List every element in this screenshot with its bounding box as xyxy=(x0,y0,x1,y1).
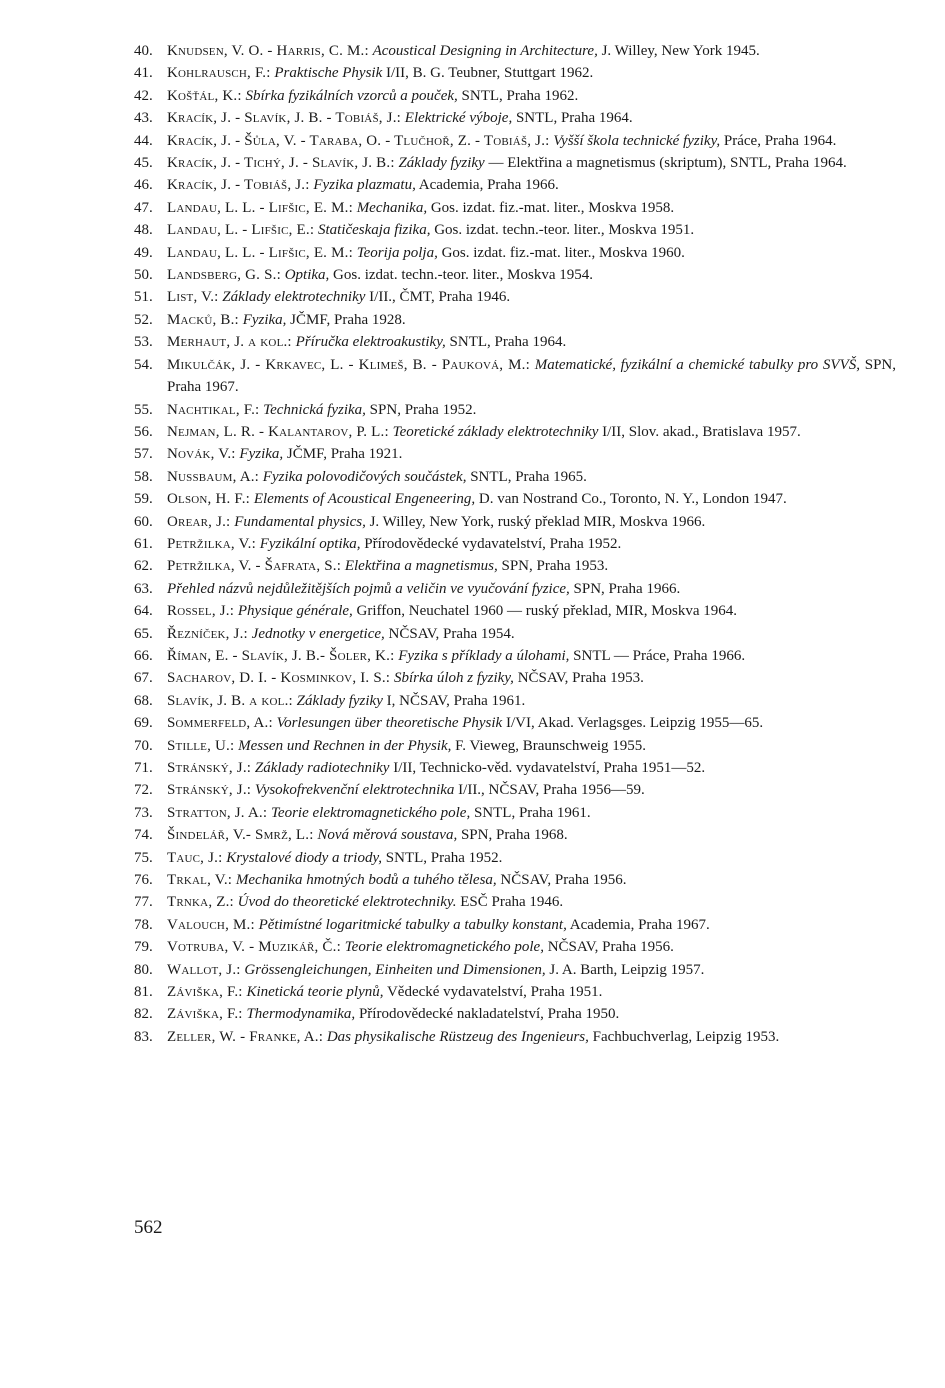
reference-item xyxy=(134,242,896,264)
reference-number: 53. xyxy=(134,334,153,351)
reference-number: 74. xyxy=(134,827,153,844)
reference-publisher: NČSAV, Praha 1954. xyxy=(388,625,515,642)
reference-authors: Rossel, J.: xyxy=(167,603,235,620)
reference-authors: Stratton, J. A.: xyxy=(167,804,268,821)
reference-authors: Trkal, V.: xyxy=(167,872,233,889)
reference-title: Teorie elektromagnetického pole, xyxy=(270,804,471,821)
reference-item xyxy=(134,936,896,958)
reference-authors: Trnka, Z.: xyxy=(167,894,234,911)
reference-item xyxy=(134,1026,896,1048)
reference-number: 75. xyxy=(134,849,153,866)
reference-title: Fyzikální optika, xyxy=(259,535,361,552)
reference-authors: Landau, L. - Lifšic, E.: xyxy=(167,222,315,239)
reference-publisher: F. Vieweg, Braunschweig 1955. xyxy=(455,737,647,754)
reference-authors: Záviška, F.: xyxy=(167,984,243,1001)
reference-number: 47. xyxy=(134,199,153,216)
reference-publisher: J. Willey, New York, ruský překlad MIR, Moskva 1966. xyxy=(369,513,706,530)
reference-publisher: Gos. izdat. fiz.-mat. liter., Moskva 1960. xyxy=(441,244,685,261)
reference-title: Úvod do theoretické elektrotechniky. xyxy=(237,894,457,911)
reference-number: 51. xyxy=(134,289,153,306)
reference-title: Praktische Physik xyxy=(274,65,383,82)
reference-authors: Novák, V.: xyxy=(167,446,236,463)
reference-title: Přehled názvů nejdůležitějších pojmů a veličin ve vyučování fyzice, xyxy=(167,580,570,597)
reference-publisher: SNTL, Praha 1964. xyxy=(449,334,567,351)
reference-publisher: SNTL — Práce, Praha 1966. xyxy=(573,647,746,664)
reference-number: 83. xyxy=(134,1028,153,1045)
reference-publisher: SPN, Praha 1968. xyxy=(460,827,568,844)
reference-title: Physique générale, xyxy=(237,603,353,620)
reference-title: Mechanika, xyxy=(356,199,428,216)
reference-title: Příručka elektroakustiky, xyxy=(295,334,446,351)
reference-item xyxy=(134,802,896,824)
reference-authors: Sacharov, D. I. - Kosminkov, I. S.: xyxy=(167,670,391,687)
reference-title: Teorie elektromagnetického pole, xyxy=(344,939,544,956)
reference-publisher: JČMF, Praha 1921. xyxy=(286,446,403,463)
reference-title: Fyzika, xyxy=(242,311,287,328)
reference-authors: Stille, U.: xyxy=(167,737,235,754)
reference-item xyxy=(134,174,896,196)
reference-publisher: NČSAV, Praha 1956. xyxy=(500,872,627,889)
reference-number: 44. xyxy=(134,132,153,149)
reference-publisher: SPN, Praha 1967. xyxy=(167,356,897,396)
reference-item xyxy=(134,511,896,533)
reference-authors: Valouch, M.: xyxy=(167,916,255,933)
reference-publisher: Gos. izdat. techn.-teor. liter., Moskva 1951. xyxy=(434,222,695,239)
reference-title: Technická fyzika, xyxy=(263,401,366,418)
reference-number: 48. xyxy=(134,222,153,239)
reference-item xyxy=(134,331,896,353)
page-number: 562 xyxy=(134,1217,163,1238)
reference-publisher: I, NČSAV, Praha 1961. xyxy=(386,692,526,709)
reference-title: Acoustical Designing in Architecture, xyxy=(372,43,598,59)
reference-authors: Kohlrausch, F.: xyxy=(167,65,271,82)
reference-title: Das physikalische Rüstzeug des Ingenieurs, xyxy=(326,1028,589,1045)
reference-authors: Záviška, F.: xyxy=(167,1006,243,1023)
reference-item xyxy=(134,533,896,555)
reference-title: Sbírka fyzikálních vzorců a pouček, xyxy=(245,87,458,104)
reference-title: Messen und Rechnen in der Physik, xyxy=(238,737,452,754)
reference-authors: Kracík, J. - Tobiáš, J.: xyxy=(167,177,310,194)
reference-title: Vorlesungen über theoretische Physik xyxy=(276,715,503,732)
reference-item xyxy=(134,959,896,981)
reference-publisher: SNTL, Praha 1961. xyxy=(473,804,591,821)
reference-publisher: NČSAV, Praha 1953. xyxy=(517,670,644,687)
reference-number: 72. xyxy=(134,782,153,799)
reference-number: 78. xyxy=(134,916,153,933)
reference-authors: Slavík, J. B. a kol.: xyxy=(167,692,293,709)
reference-title: Sbírka úloh z fyziky, xyxy=(393,670,514,687)
reference-authors: Landau, L. L. - Lifšic, E. M.: xyxy=(167,244,353,261)
reference-authors: Nachtikal, F.: xyxy=(167,401,260,418)
reference-publisher: D. van Nostrand Co., Toronto, N. Y., London 1947. xyxy=(478,491,787,508)
reference-publisher: NČSAV, Praha 1956. xyxy=(547,939,674,956)
reference-item xyxy=(134,735,896,757)
reference-publisher: Přírodovědecké vydavatelství, Praha 1952. xyxy=(364,535,622,552)
reference-authors: Olson, H. F.: xyxy=(167,491,251,508)
reference-item xyxy=(134,488,896,510)
reference-item xyxy=(134,309,896,331)
reference-authors: Stránský, J.: xyxy=(167,782,252,799)
reference-item xyxy=(134,466,896,488)
reference-number: 58. xyxy=(134,468,153,485)
reference-number: 55. xyxy=(134,401,153,418)
reference-publisher: SNTL, Praha 1965. xyxy=(470,468,587,485)
reference-authors: Orear, J.: xyxy=(167,513,231,530)
reference-item xyxy=(134,1003,896,1025)
reference-item xyxy=(134,623,896,645)
reference-item xyxy=(134,399,896,421)
reference-title: Vysokofrekvenční elektrotechnika xyxy=(254,782,455,799)
reference-number: 54. xyxy=(134,356,153,373)
reference-publisher: J. Willey, New York 1945. xyxy=(601,43,760,59)
reference-item xyxy=(134,354,896,399)
reference-number: 62. xyxy=(134,558,153,575)
reference-number: 76. xyxy=(134,872,153,889)
reference-authors: Votruba, V. - Muzikář, Č.: xyxy=(167,939,341,956)
reference-publisher: — Elektřina a magnetismus (skriptum), SNTL, Praha 1964. xyxy=(488,155,847,172)
reference-number: 60. xyxy=(134,513,153,530)
reference-authors: Landau, L. L. - Lifšic, E. M.: xyxy=(167,199,353,216)
reference-publisher: SPN, Praha 1953. xyxy=(501,558,609,575)
reference-publisher: I/II, B. G. Teubner, Stuttgart 1962. xyxy=(386,65,594,82)
reference-publisher: Přírodovědecké nakladatelství, Praha 1950. xyxy=(358,1006,620,1023)
reference-publisher: Fachbuchverlag, Leipzig 1953. xyxy=(592,1028,780,1045)
reference-number: 69. xyxy=(134,715,153,732)
reference-item xyxy=(134,645,896,667)
reference-publisher: SPN, Praha 1952. xyxy=(369,401,477,418)
reference-authors: Landsberg, G. S.: xyxy=(167,267,281,284)
reference-number: 49. xyxy=(134,244,153,261)
reference-publisher: ESČ Praha 1946. xyxy=(460,894,564,911)
reference-number: 81. xyxy=(134,984,153,1001)
reference-item xyxy=(134,107,896,129)
reference-number: 73. xyxy=(134,804,153,821)
reference-publisher: Práce, Praha 1964. xyxy=(723,132,837,149)
reference-publisher: SNTL, Praha 1952. xyxy=(385,849,503,866)
reference-number: 43. xyxy=(134,110,153,127)
reference-publisher: J. A. Barth, Leipzig 1957. xyxy=(549,961,705,978)
reference-title: Optika, xyxy=(284,267,330,284)
reference-item xyxy=(134,219,896,241)
reference-number: 52. xyxy=(134,311,153,328)
reference-item xyxy=(134,600,896,622)
reference-item xyxy=(134,712,896,734)
reference-title: Fyzika plazmatu, xyxy=(313,177,416,194)
reference-number: 65. xyxy=(134,625,153,642)
reference-item xyxy=(134,264,896,286)
reference-number: 40. xyxy=(134,43,153,59)
reference-authors: Stránský, J.: xyxy=(167,760,252,776)
reference-title: Pětimístné logaritmické tabulky a tabulky konstant, xyxy=(258,916,567,933)
reference-authors: Petržilka, V. - Šafrata, S.: xyxy=(167,558,342,575)
reference-authors: Petržilka, V.: xyxy=(167,535,256,552)
reference-number: 66. xyxy=(134,647,153,664)
reference-number: 82. xyxy=(134,1006,153,1023)
reference-publisher: Gos. izdat. techn.-teor. liter., Moskva 1954. xyxy=(333,267,593,284)
reference-title: Kinetická teorie plynů, xyxy=(246,984,384,1001)
reference-publisher: Griffon, Neuchatel 1960 — ruský překlad, MIR, Moskva 1964. xyxy=(356,603,738,620)
reference-authors: Merhaut, J. a kol.: xyxy=(167,334,292,351)
reference-publisher: Gos. izdat. fiz.-mat. liter., Moskva 1958. xyxy=(430,199,675,216)
reference-item xyxy=(134,869,896,891)
reference-number: 68. xyxy=(134,692,153,709)
reference-title: Fyzika, xyxy=(239,446,284,463)
reference-authors: Mikulčák, J. - Krkavec, L. - Klimeš, B. - Pauková, M.: xyxy=(167,356,530,373)
reference-number: 45. xyxy=(134,155,153,172)
reference-title: Elektrické výboje, xyxy=(404,110,513,127)
reference-authors: List, V.: xyxy=(167,289,219,306)
reference-title: Teorija polja, xyxy=(356,244,438,261)
reference-item xyxy=(134,197,896,219)
reference-publisher: SNTL, Praha 1964. xyxy=(515,110,633,127)
reference-title: Matematické, fyzikální a chemické tabulky pro SVVŠ, xyxy=(534,356,860,373)
reference-title: Základy fyziky xyxy=(398,155,485,172)
reference-publisher: SPN, Praha 1966. xyxy=(573,580,681,597)
reference-item xyxy=(134,847,896,869)
reference-item xyxy=(134,152,896,174)
reference-authors: Tauc, J.: xyxy=(167,849,223,866)
reference-authors: Zeller, W. - Franke, A.: xyxy=(167,1028,324,1045)
reference-number: 57. xyxy=(134,446,153,463)
reference-publisher: I/II., ČMT, Praha 1946. xyxy=(369,289,511,306)
reference-publisher: Academia, Praha 1966. xyxy=(418,177,559,194)
reference-number: 59. xyxy=(134,491,153,508)
reference-number: 71. xyxy=(134,760,153,776)
reference-number: 42. xyxy=(134,87,153,104)
reference-number: 77. xyxy=(134,894,153,911)
reference-number: 63. xyxy=(134,580,153,597)
reference-authors: Košťál, K.: xyxy=(167,87,242,104)
reference-item xyxy=(134,824,896,846)
reference-authors: Nussbaum, A.: xyxy=(167,468,260,485)
reference-item xyxy=(134,914,896,936)
reference-authors: Nejman, L. R. - Kalantarov, P. L.: xyxy=(167,423,389,440)
reference-title: Jednotky v energetice, xyxy=(251,625,385,642)
reference-title: Fundamental physics, xyxy=(234,513,366,530)
reference-publisher: I/VI, Akad. Verlagsges. Leipzig 1955—65. xyxy=(505,715,764,732)
reference-title: Fyzika polovodičových součástek, xyxy=(262,468,467,485)
reference-authors: Kracík, J. - Šůla, V. - Taraba, O. - Tlučhoř, Z. - Tobiáš, J.: xyxy=(167,132,550,149)
reference-title: Elektřina a magnetismus, xyxy=(344,558,498,575)
reference-title: Základy elektrotechniky xyxy=(222,289,366,306)
reference-title: Thermodynamika, xyxy=(246,1006,356,1023)
reference-item xyxy=(134,40,896,62)
reference-number: 67. xyxy=(134,670,153,687)
reference-item xyxy=(134,690,896,712)
reference-number: 64. xyxy=(134,603,153,620)
reference-item xyxy=(134,555,896,577)
reference-number: 80. xyxy=(134,961,153,978)
reference-item xyxy=(134,286,896,308)
reference-title: Fyzika s příklady a úlohami, xyxy=(398,647,570,664)
reference-title: Mechanika hmotných bodů a tuhého tělesa, xyxy=(235,872,497,889)
reference-authors: Řezníček, J.: xyxy=(167,625,248,642)
reference-title: Základy fyziky xyxy=(296,692,383,709)
reference-title: Krystalové diody a triody, xyxy=(226,849,383,866)
reference-number: 70. xyxy=(134,737,153,754)
reference-publisher: SNTL, Praha 1962. xyxy=(461,87,579,104)
reference-publisher: Academia, Praha 1967. xyxy=(569,916,710,933)
reference-number: 50. xyxy=(134,267,153,284)
reference-title: Elements of Acoustical Engeneering, xyxy=(253,491,476,508)
reference-item xyxy=(134,578,896,600)
reference-item xyxy=(134,130,896,152)
reference-title: Statičeskaja fizika, xyxy=(317,222,431,239)
reference-title: Grössengleichungen, Einheiten und Dimensionen, xyxy=(244,961,546,978)
reference-authors: Kracík, J. - Slavík, J. B. - Tobiáš, J.: xyxy=(167,110,402,127)
reference-publisher: I/II, Slov. akad., Bratislava 1957. xyxy=(602,423,801,440)
reference-publisher: Vědecké vydavatelství, Praha 1951. xyxy=(386,984,603,1001)
reference-authors: Wallot, J.: xyxy=(167,961,241,978)
reference-item xyxy=(134,85,896,107)
reference-item xyxy=(134,667,896,689)
reference-authors: Sommerfeld, A.: xyxy=(167,715,273,732)
reference-publisher: JČMF, Praha 1928. xyxy=(290,311,406,328)
reference-publisher: I/II., NČSAV, Praha 1956—59. xyxy=(458,782,645,799)
reference-item xyxy=(134,421,896,443)
reference-number: 46. xyxy=(134,177,153,194)
reference-title: Základy radiotechniky xyxy=(254,760,390,776)
reference-publisher: I/II, Technicko-věd. vydavatelství, Praha 1951—52. xyxy=(393,760,706,776)
reference-list xyxy=(134,40,896,1048)
reference-number: 56. xyxy=(134,423,153,440)
reference-title: Nová měrová soustava, xyxy=(317,827,458,844)
reference-item xyxy=(134,62,896,84)
reference-number: 61. xyxy=(134,535,153,552)
reference-authors: Macků, B.: xyxy=(167,311,239,328)
reference-item xyxy=(134,891,896,913)
reference-item xyxy=(134,779,896,801)
reference-item xyxy=(134,757,896,779)
reference-item xyxy=(134,443,896,465)
reference-title: Vyšší škola technické fyziky, xyxy=(553,132,721,149)
reference-authors: Knudsen, V. O. - Harris, C. M.: xyxy=(167,43,369,59)
reference-authors: Šindelář, V.- Smrž, L.: xyxy=(167,827,314,844)
reference-number: 41. xyxy=(134,65,153,82)
reference-number: 79. xyxy=(134,939,153,956)
reference-authors: Kracík, J. - Tichý, J. - Slavík, J. B.: xyxy=(167,155,395,172)
reference-authors: Říman, E. - Slavík, J. B.- Šoler, K.: xyxy=(167,647,395,664)
reference-title: Teoretické základy elektrotechniky xyxy=(392,423,599,440)
reference-item xyxy=(134,981,896,1003)
